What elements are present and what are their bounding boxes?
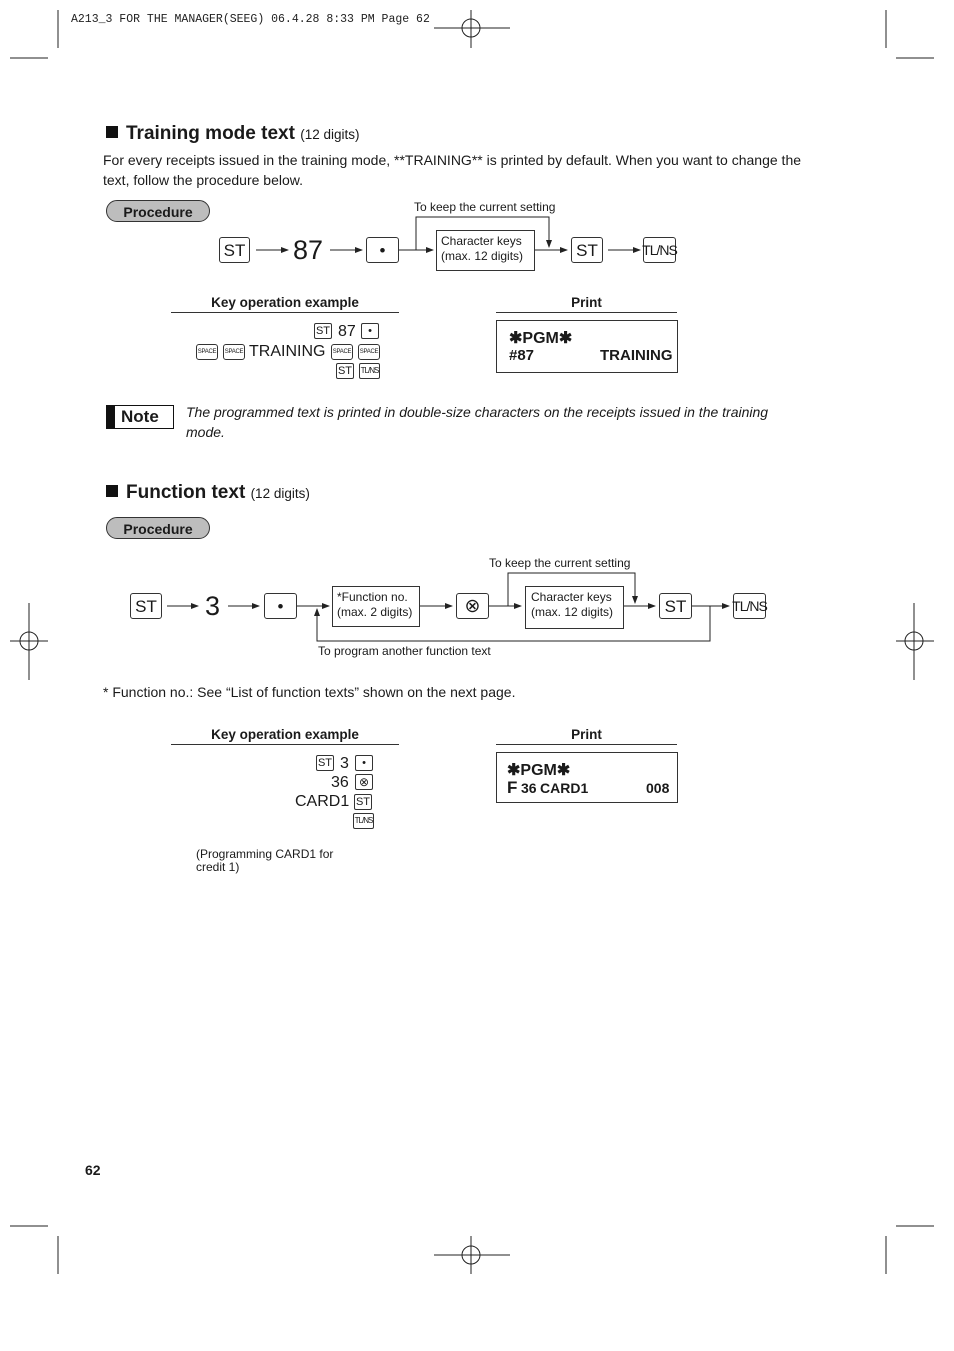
training-section-title: Training mode text (12 digits)	[106, 123, 359, 145]
training-description: For every receipts issued in the training mode, **TRAINING** is printed by default. When you want to change the text, follow the procedure below.	[103, 152, 802, 188]
tlns-key: TL/NS	[359, 363, 380, 379]
note-badge: Note	[106, 405, 174, 429]
section-bullet-icon	[106, 485, 118, 497]
multiply-key: ⊗	[456, 593, 489, 619]
st-key: ST	[314, 323, 332, 339]
character-keys-box: Character keys (max. 12 digits)	[525, 586, 624, 629]
space-key: SPACE	[223, 344, 245, 360]
note-text: The programmed text is printed in double-size characters on the receipts issued in the training mode.	[186, 404, 769, 440]
print-value: TRAINING	[600, 347, 673, 364]
point-key: •	[361, 323, 379, 339]
print-code: 36	[521, 780, 537, 796]
print-header: A213_3 FOR THE MANAGER(SEEG) 06.4.28 8:33 PM Page 62	[71, 13, 430, 26]
st-key: ST	[354, 794, 372, 810]
space-key: SPACE	[358, 344, 380, 360]
pgm-header: ✱PGM✱	[509, 330, 573, 347]
pgm-header: ✱PGM✱	[507, 762, 571, 779]
code-3: 3	[205, 591, 221, 621]
print-count: 008	[646, 780, 670, 796]
key-operation-heading: Key operation example	[171, 295, 399, 313]
character-keys-box: Character keys (max. 12 digits)	[436, 230, 535, 271]
tlns-key: TL/NS	[733, 593, 766, 619]
loop-label: To program another function text	[318, 644, 491, 658]
code-36: 36	[331, 774, 349, 791]
st-key: ST	[219, 237, 250, 263]
st-key: ST	[659, 593, 692, 619]
st-key: ST	[571, 237, 603, 263]
multiply-key: ⊗	[355, 774, 373, 790]
function-procedure-badge: Procedure	[106, 517, 210, 539]
code-3: 3	[340, 755, 349, 772]
point-key: •	[264, 593, 297, 619]
card1-word: CARD1	[295, 793, 350, 810]
print-code: #87	[509, 347, 535, 364]
print-heading: Print	[496, 295, 677, 313]
code-87: 87	[293, 235, 324, 265]
print-value: CARD1	[540, 780, 589, 796]
print-heading: Print	[496, 727, 677, 745]
point-key: •	[366, 237, 399, 263]
function-no-box: *Function no. (max. 2 digits)	[332, 586, 420, 627]
space-key: SPACE	[331, 344, 353, 360]
print-f: F	[507, 778, 518, 797]
function-print-sample	[496, 752, 678, 803]
training-print-sample	[496, 320, 678, 373]
code-87: 87	[338, 323, 356, 340]
tlns-key: TL/NS	[643, 237, 676, 263]
st-key: ST	[130, 593, 162, 619]
example-caption: (Programming CARD1 for credit 1)	[196, 847, 334, 874]
tlns-key: TL/NS	[353, 813, 374, 829]
function-section-title: Function text (12 digits)	[106, 482, 310, 504]
key-operation-heading: Key operation example	[171, 727, 399, 745]
keep-setting-label: To keep the current setting	[414, 200, 556, 214]
function-footnote: * Function no.: See “List of function texts” shown on the next page.	[103, 684, 516, 700]
keep-setting-label: To keep the current setting	[489, 556, 631, 570]
page-number: 62	[85, 1162, 101, 1178]
point-key: •	[355, 755, 373, 771]
training-procedure-badge: Procedure	[106, 200, 210, 222]
space-key: SPACE	[196, 344, 218, 360]
st-key: ST	[336, 363, 354, 379]
st-key: ST	[316, 755, 334, 771]
training-word: TRAINING	[249, 343, 326, 360]
